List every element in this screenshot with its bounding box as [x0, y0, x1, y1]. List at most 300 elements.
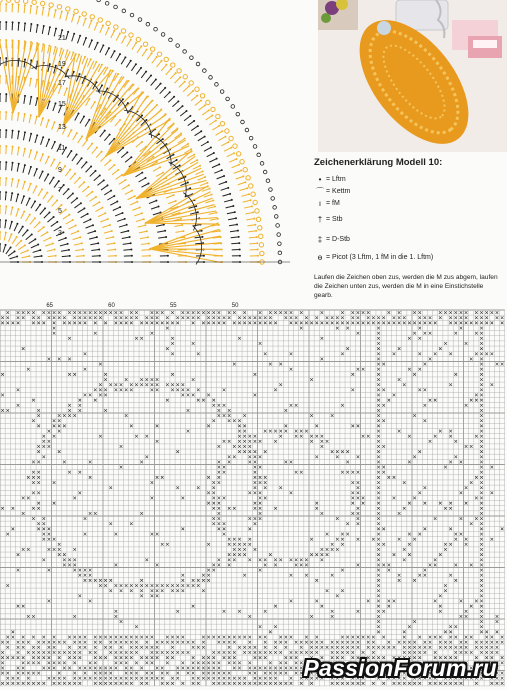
stitch-mark [372, 322, 375, 325]
stitch-mark [104, 677, 107, 680]
stitch-mark [99, 435, 102, 438]
stitch-mark [321, 322, 324, 325]
stitch-mark [37, 502, 40, 505]
stitch-mark [377, 533, 380, 536]
stitch-mark [32, 419, 35, 422]
stitch-mark [73, 661, 76, 664]
stitch-mark [310, 641, 313, 644]
stitch-mark [156, 677, 159, 680]
stitch-mark [207, 476, 210, 479]
stitch-mark [63, 316, 66, 319]
stitch-mark [264, 497, 267, 500]
stitch-mark [290, 352, 293, 355]
stitch-mark [135, 311, 138, 314]
stitch-mark [480, 399, 483, 402]
stitch-mark [187, 409, 190, 412]
stitch-mark [135, 584, 138, 587]
stitch-mark [413, 579, 416, 582]
stitch-mark [94, 661, 97, 664]
stitch-mark [130, 589, 133, 592]
stitch-mark [176, 388, 179, 391]
stitch-mark [109, 641, 112, 644]
stitch-mark [73, 656, 76, 659]
stitch-mark [377, 435, 380, 438]
stitch-mark [480, 327, 483, 330]
stitch-mark [351, 425, 354, 428]
stitch-mark [264, 641, 267, 644]
stitch-mark [120, 322, 123, 325]
stitch-mark [156, 316, 159, 319]
stitch-mark [418, 352, 421, 355]
stitch-mark [78, 471, 81, 474]
stitch-mark [377, 517, 380, 520]
stitch-mark [1, 316, 4, 319]
stitch-mark [403, 631, 406, 634]
stitch-mark [480, 363, 483, 366]
stitch-mark [99, 682, 102, 685]
stitch-mark [367, 636, 370, 639]
stitch-mark [156, 651, 159, 654]
row-label: 7 [58, 187, 62, 194]
stitch-mark [284, 636, 287, 639]
stitch-mark [403, 316, 406, 319]
stitch-mark [480, 543, 483, 546]
stitch-mark [58, 316, 61, 319]
stitch-mark [274, 641, 277, 644]
stitch-mark [439, 502, 442, 505]
stitch-mark [485, 636, 488, 639]
stitch-mark [94, 667, 97, 670]
stitch-mark [346, 450, 349, 453]
stitch-mark [228, 636, 231, 639]
runner-photo [318, 0, 507, 152]
stitch-mark [460, 491, 463, 494]
stitch-mark [42, 636, 45, 639]
stitch-mark [243, 425, 246, 428]
stitch-mark [496, 631, 499, 634]
stitch-mark [341, 636, 344, 639]
stitch-mark [300, 471, 303, 474]
stitch-mark [145, 656, 148, 659]
stitch-mark [408, 435, 411, 438]
stitch-mark [424, 486, 427, 489]
stitch-mark [264, 610, 267, 613]
stitch-mark [496, 316, 499, 319]
stitch-mark [125, 656, 128, 659]
stitch-mark [274, 322, 277, 325]
stitch-mark [470, 481, 473, 484]
stitch-mark [331, 322, 334, 325]
stitch-mark [321, 445, 324, 448]
stitch-mark [377, 491, 380, 494]
stitch-mark [238, 538, 241, 541]
row-label: 11 [58, 145, 66, 152]
stitch-mark [465, 641, 468, 644]
stitch-mark [89, 661, 92, 664]
stitch-mark [181, 388, 184, 391]
stitch-mark [377, 564, 380, 567]
stitch-mark [192, 311, 195, 314]
stitch-mark [454, 564, 457, 567]
stitch-mark [238, 450, 241, 453]
stitch-mark [403, 548, 406, 551]
stitch-mark [94, 512, 97, 515]
stitch-mark [326, 553, 329, 556]
stitch-mark [37, 641, 40, 644]
stitch-mark [73, 497, 76, 500]
stitch-mark [326, 533, 329, 536]
stitch-mark [460, 600, 463, 603]
stitch-mark [218, 502, 221, 505]
legend-item-picot [314, 252, 504, 264]
stitch-mark [480, 373, 483, 376]
stitch-mark [254, 672, 257, 675]
stitch-mark [48, 661, 51, 664]
stitch-mark [1, 507, 4, 510]
stitch-mark [58, 430, 61, 433]
stitch-mark [449, 641, 452, 644]
stitch-mark [485, 641, 488, 644]
stitch-mark [115, 383, 118, 386]
stitch-mark [398, 316, 401, 319]
stitch-mark [254, 517, 257, 520]
stitch-mark [192, 322, 195, 325]
stitch-mark [393, 352, 396, 355]
stitch-mark [362, 311, 365, 314]
stitch-mark [274, 507, 277, 510]
stitch-mark [37, 471, 40, 474]
stitch-mark [73, 322, 76, 325]
stitch-mark [32, 481, 35, 484]
stitch-mark [377, 363, 380, 366]
stitch-mark [73, 651, 76, 654]
stitch-mark [351, 502, 354, 505]
stitch-mark [37, 450, 40, 453]
stitch-mark [331, 615, 334, 618]
stitch-mark [429, 641, 432, 644]
stitch-mark [78, 646, 81, 649]
stitch-mark [53, 538, 56, 541]
stitch-mark [465, 404, 468, 407]
stitch-mark [73, 615, 76, 618]
stitch-mark [22, 656, 25, 659]
stitch-mark [357, 311, 360, 314]
stitch-mark [140, 461, 143, 464]
stitch-mark [37, 322, 40, 325]
stitch-mark [480, 569, 483, 572]
stitch-mark [192, 342, 195, 345]
stitch-mark [480, 502, 483, 505]
stitch-mark [171, 311, 174, 314]
stitch-mark [68, 409, 71, 412]
stitch-mark [166, 636, 169, 639]
stitch-mark [238, 553, 241, 556]
stitch-mark [73, 672, 76, 675]
stitch-mark [218, 409, 221, 412]
stitch-mark [218, 677, 221, 680]
stitch-mark [336, 316, 339, 319]
stitch-mark [233, 548, 236, 551]
stitch-mark [284, 311, 287, 314]
stitch-mark [290, 600, 293, 603]
stitch-mark [300, 564, 303, 567]
stitch-mark [125, 651, 128, 654]
stitch-mark [207, 543, 210, 546]
stitch-mark [475, 332, 478, 335]
stitch-mark [109, 646, 112, 649]
stitch-mark [444, 641, 447, 644]
stitch-mark [130, 636, 133, 639]
stitch-mark [84, 517, 87, 520]
stitch-mark [377, 605, 380, 608]
stitch-mark [135, 337, 138, 340]
stitch-mark [212, 677, 215, 680]
stitch-mark [454, 533, 457, 536]
stitch-mark [490, 636, 493, 639]
stitch-mark [187, 667, 190, 670]
stitch-mark [140, 322, 143, 325]
stitch-mark [248, 440, 251, 443]
stitch-mark [480, 404, 483, 407]
stitch-mark [53, 548, 56, 551]
stitch-mark [212, 491, 215, 494]
stitch-mark [254, 373, 257, 376]
stitch-mark [42, 558, 45, 561]
stitch-mark [161, 651, 164, 654]
stitch-mark [1, 656, 4, 659]
stitch-mark [377, 594, 380, 597]
stitch-mark [187, 311, 190, 314]
stitch-mark [48, 651, 51, 654]
stitch-mark [171, 677, 174, 680]
stitch-mark [161, 589, 164, 592]
stitch-mark [444, 631, 447, 634]
stitch-mark [228, 651, 231, 654]
stitch-mark [264, 636, 267, 639]
stitch-mark [454, 538, 457, 541]
stitch-mark [357, 486, 360, 489]
stitch-mark [501, 322, 504, 325]
stitch-mark [480, 584, 483, 587]
stitch-mark [115, 667, 118, 670]
stitch-mark [53, 636, 56, 639]
stitch-mark [37, 491, 40, 494]
stitch-mark [300, 558, 303, 561]
stitch-mark [99, 383, 102, 386]
stitch-mark [181, 661, 184, 664]
stitch-mark [470, 522, 473, 525]
stitch-mark [465, 322, 468, 325]
stitch-mark [300, 435, 303, 438]
stitch-mark [254, 316, 257, 319]
stitch-mark [156, 378, 159, 381]
stitch-mark [475, 435, 478, 438]
stitch-mark [480, 347, 483, 350]
stitch-mark [243, 440, 246, 443]
stitch-mark [496, 363, 499, 366]
stitch-mark [78, 636, 81, 639]
stitch-mark [192, 316, 195, 319]
stitch-mark [89, 667, 92, 670]
stitch-mark [32, 311, 35, 314]
stitch-mark [48, 646, 51, 649]
stitch-mark [284, 641, 287, 644]
stitch-mark [202, 667, 205, 670]
stitch-mark [357, 538, 360, 541]
stitch-mark [1, 322, 4, 325]
stitch-mark [166, 322, 169, 325]
stitch-mark [17, 388, 20, 391]
stitch-mark [218, 404, 221, 407]
stitch-mark [120, 636, 123, 639]
stitch-mark [449, 631, 452, 634]
stitch-mark [192, 646, 195, 649]
stitch-mark [264, 316, 267, 319]
stitch-mark [460, 517, 463, 520]
stitch-mark [58, 543, 61, 546]
column-marker: 65 [46, 303, 54, 309]
stitch-mark [156, 656, 159, 659]
stitch-mark [382, 388, 385, 391]
stitch-mark [228, 440, 231, 443]
stitch-mark [284, 461, 287, 464]
stitch-mark [181, 651, 184, 654]
stitch-mark [181, 574, 184, 577]
stitch-mark [104, 579, 107, 582]
stitch-mark [382, 316, 385, 319]
row-label: 3 [58, 230, 62, 237]
stitch-mark [475, 399, 478, 402]
stitch-mark [248, 615, 251, 618]
stitch-mark [362, 497, 365, 500]
stitch-mark [63, 661, 66, 664]
stitch-mark [393, 476, 396, 479]
stitch-mark [480, 352, 483, 355]
stitch-mark [228, 461, 231, 464]
stitch-mark [480, 425, 483, 428]
stitch-mark [377, 409, 380, 412]
stitch-mark [274, 605, 277, 608]
stitch-mark [130, 656, 133, 659]
stitch-mark [181, 589, 184, 592]
stitch-mark [351, 481, 354, 484]
stitch-mark [490, 311, 493, 314]
stitch-mark [89, 579, 92, 582]
stitch-mark [27, 672, 30, 675]
stitch-mark [48, 667, 51, 670]
stitch-mark [78, 651, 81, 654]
stitch-mark [223, 316, 226, 319]
stitch-mark [22, 347, 25, 350]
stitch-mark [315, 316, 318, 319]
stitch-mark [377, 589, 380, 592]
stitch-mark [418, 491, 421, 494]
stitch-mark [6, 533, 9, 536]
stitch-mark [1, 394, 4, 397]
stitch-mark [305, 641, 308, 644]
stitch-mark [377, 425, 380, 428]
stitch-mark [480, 311, 483, 314]
stitch-mark [326, 548, 329, 551]
stitch-mark [68, 646, 71, 649]
stitch-mark [84, 646, 87, 649]
stitch-mark [42, 651, 45, 654]
stitch-mark [454, 373, 457, 376]
stitch-mark [480, 471, 483, 474]
stitch-mark [151, 589, 154, 592]
stitch-mark [377, 512, 380, 515]
stitch-mark [233, 682, 236, 685]
stitch-mark [181, 641, 184, 644]
stitch-mark [398, 641, 401, 644]
stitch-mark [27, 682, 30, 685]
stitch-mark [393, 316, 396, 319]
stitch-mark [223, 388, 226, 391]
stitch-mark [181, 311, 184, 314]
stitch-mark [181, 636, 184, 639]
stitch-mark [22, 641, 25, 644]
stitch-mark [248, 435, 251, 438]
stitch-mark [336, 594, 339, 597]
stitch-mark [377, 316, 380, 319]
stitch-mark [248, 558, 251, 561]
stitch-mark [331, 543, 334, 546]
stitch-mark [53, 651, 56, 654]
stitch-mark [37, 409, 40, 412]
stitch-mark [202, 656, 205, 659]
stitch-mark [115, 682, 118, 685]
stitch-mark [218, 522, 221, 525]
stitch-mark [166, 672, 169, 675]
stitch-mark [377, 481, 380, 484]
stitch-mark [135, 625, 138, 628]
stitch-mark [357, 322, 360, 325]
stitch-mark [413, 455, 416, 458]
stitch-mark [151, 316, 154, 319]
stitch-mark [104, 373, 107, 376]
stitch-mark [166, 641, 169, 644]
stitch-mark [408, 461, 411, 464]
stitch-mark [475, 311, 478, 314]
stitch-mark [48, 677, 51, 680]
stitch-mark [336, 327, 339, 330]
stitch-mark [259, 512, 262, 515]
stitch-mark [248, 528, 251, 531]
stitch-mark [274, 440, 277, 443]
stitch-mark [496, 620, 499, 623]
stitch-mark [218, 507, 221, 510]
stitch-mark [166, 383, 169, 386]
stitch-mark [336, 450, 339, 453]
stitch-mark [145, 378, 148, 381]
stitch-mark [99, 311, 102, 314]
row-label: 17 [58, 80, 66, 87]
stitch-mark [48, 440, 51, 443]
stitch-mark [145, 661, 148, 664]
stitch-mark [351, 311, 354, 314]
stitch-mark [130, 667, 133, 670]
stitch-mark [387, 641, 390, 644]
stitch-mark [228, 672, 231, 675]
stitch-mark [135, 651, 138, 654]
column-marker: 60 [108, 303, 115, 309]
stitch-mark [377, 615, 380, 618]
stitch-mark [295, 322, 298, 325]
row-label: 21 [58, 35, 66, 42]
stitch-mark [202, 636, 205, 639]
stitch-mark [48, 311, 51, 314]
stitch-mark [429, 440, 432, 443]
